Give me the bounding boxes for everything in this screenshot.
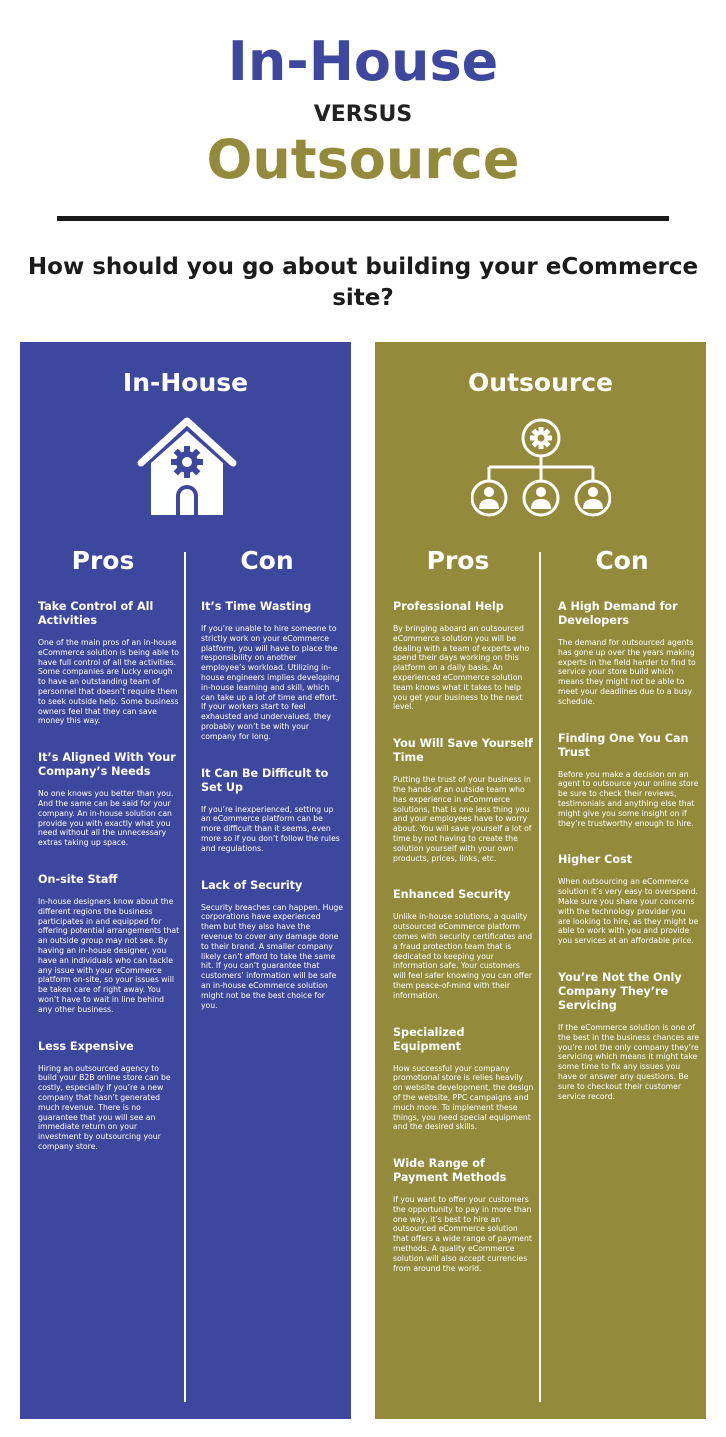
in-house-cons-column (201, 600, 343, 1010)
in-house-panel (20, 342, 351, 1419)
con-body: The demand for outsourced agents has gone up over the years making experts in the field harder to find to service your store build which means they might not be able to meet your deadlines due to a busy schedule. (558, 638, 696, 706)
pro-heading: Specialized Equipment (393, 1025, 465, 1053)
pro-heading: You Will Save Yourself Time (393, 737, 533, 765)
outsource-cons-column (558, 600, 700, 1101)
con-item (558, 600, 700, 707)
outsource-panel-title: Outsource (468, 368, 613, 397)
con-heading: Finding One You Can Trust (558, 731, 689, 759)
pro-item (38, 600, 180, 726)
pro-body: By bringing aboard an outsourced eCommerce solution you will be dealing with a team of experts who spend their days working on this platform on a daily basis. An experienced eCommerce solution team knows what it takes to help you get your business to the next level. (393, 624, 530, 712)
in-house-panel-title: In-House (122, 368, 249, 397)
pro-heading: Wide Range of Payment Methods (393, 1157, 507, 1185)
con-body: When outsourcing an eCommerce solution it’s very easy to overspend. Make sure you share your concerns with the technology provider you are looking to hire, as they might be able to work with you and provide you services at an affordable price. (558, 877, 699, 946)
pro-body: No one knows you better than you. And the same can be said for your company. An in-house solution can provide you with exactly what you need without all the unnecessary extras taking up space. (38, 789, 174, 848)
pro-body: If you want to offer your customers the opportunity to pay in more than one way, it’s best to hire an outsourced eCommerce solution that offers a wide range of payment methods. A quality eCommerce solution will also accept currencies from around the world. (393, 1195, 532, 1273)
question-heading: How should you go about building your eCommerce site? (27, 254, 699, 311)
con-item (201, 767, 343, 854)
in-house-con-heading: Con (240, 546, 294, 575)
pro-heading: Take Control of All Activities (38, 600, 154, 627)
pro-item (393, 600, 535, 712)
con-item (558, 971, 700, 1101)
pro-heading: Enhanced Security (393, 888, 511, 902)
pro-item (38, 1040, 180, 1152)
con-item (558, 853, 700, 946)
pro-heading: Professional Help (393, 600, 504, 613)
in-house-pros-column (38, 600, 180, 1152)
outsource-con-heading: Con (595, 546, 649, 575)
con-item (201, 879, 343, 1011)
org-chart-gear-icon (471, 414, 611, 522)
con-body: If you’re inexperienced, setting up an eCommerce platform can be more difficult than it seems, even more so if you don’t follow the rules and regulations. (201, 804, 340, 853)
con-body: If you’re unable to hire someone to strictly work on your eCommerce platform, you will have to place the responsibility on another employee’s workload. Utilizing in-house engineers implies developing in-house learning and skill, which can take up a lot of time and effort. If your workers start to feel exhausted and undervalued, they probably won’t be with your company for long. (201, 624, 340, 741)
in-house-pros-heading: Pros (71, 546, 135, 575)
pro-body: One of the main pros of an in-house eCommerce solution is being able to have full control of all the activities. Some companies are lucky enough to have an outstanding team of personnel that doesn’t require them to seek outside help. Some business owners feel that they can save money this way. (38, 638, 179, 726)
con-heading: You’re Not the Only Company They’re Servicing (558, 970, 682, 1012)
pro-item (393, 737, 535, 863)
outsource-pros-column (393, 600, 535, 1273)
con-item (558, 732, 700, 829)
outsource-pros-heading: Pros (426, 546, 490, 575)
house-gear-icon (135, 417, 239, 519)
con-heading: A High Demand for Developers (558, 600, 678, 627)
pro-body: In-house designers know about the different regions the business participates in and equipped for offering potential arrangements that an outside group may not see. By having an in-house designer, you have an individuals who can tackle any issue with your eCommerce platform on-site, so your issues will be taken care of right away. You won’t have to wait in line behind any other business. (38, 896, 180, 1014)
pro-heading: It’s Aligned With Your Company’s Needs (38, 751, 176, 779)
con-body: If the eCommerce solution is one of the best in the business chances are you’re not the only company they’re servicing which means it might take some time to fix any issues you have or answer any questions. Be sure to checkout their customer service record. (558, 1022, 700, 1101)
pro-item (393, 1157, 535, 1273)
title-in-house: In-House (227, 30, 499, 93)
pro-body: Hiring an outsourced agency to build your B2B online store can be costly, especially if you’re a new company that hasn’t generated much revenue. There is no guarantee that you will see an immediate return on your investment by outsourcing your company store. (38, 1063, 171, 1151)
header-divider (57, 216, 669, 221)
pro-body: Unlike in-house solutions, a quality outsourced eCommerce platform comes with security certificates and a fraud protection team that is dedicated to keeping your information safe. Your customers will feel safer knowing you can offer them peace-of-mind with their information. (393, 912, 533, 1000)
pro-heading: On-site Staff (38, 872, 118, 886)
con-heading: Lack of Security (201, 878, 303, 892)
title-versus: VERSUS (313, 102, 413, 127)
con-body: Before you make a decision on an agent to outsource your online store be sure to check their reviews, testimonials and anything else that might give you some insight on if they’re trustworthy enough to hire. (558, 769, 699, 828)
con-item (201, 600, 343, 742)
pro-body: How successful your company promotional store is relies heavily on website development, the design of the website, PPC campaigns and much more. To implement these things, you need special equipment and the desired skills. (393, 1063, 534, 1132)
pro-item (38, 751, 180, 848)
pro-body: Putting the trust of your business in the hands of an outside team who has experience in eCommerce solutions, that is one less thing you and your employees have to worry about. You will save yourself a lot of time by not having to create the solution yourself with your own products, prices, links, etc. (393, 775, 532, 863)
con-heading: It’s Time Wasting (201, 600, 312, 613)
outsource-panel (375, 342, 706, 1419)
pro-item (393, 1026, 535, 1133)
outsource-column-divider (539, 552, 541, 1402)
con-body: Security breaches can happen. Huge corporations have experienced them but they also have the revenue to cover any damage done to their brand. A smaller company likely can’t afford to take the same hit. If you can’t guarantee that customers’ information will be safe an in-house eCommerce solution might not be the best choice for you. (201, 902, 343, 1010)
con-heading: It Can Be Difficult to Set Up (201, 766, 329, 794)
con-heading: Higher Cost (558, 853, 633, 867)
pro-item (38, 873, 180, 1015)
in-house-column-divider (184, 552, 186, 1402)
pro-item (393, 888, 535, 1000)
pro-heading: Less Expensive (38, 1039, 134, 1053)
title-outsource: Outsource (206, 128, 520, 191)
